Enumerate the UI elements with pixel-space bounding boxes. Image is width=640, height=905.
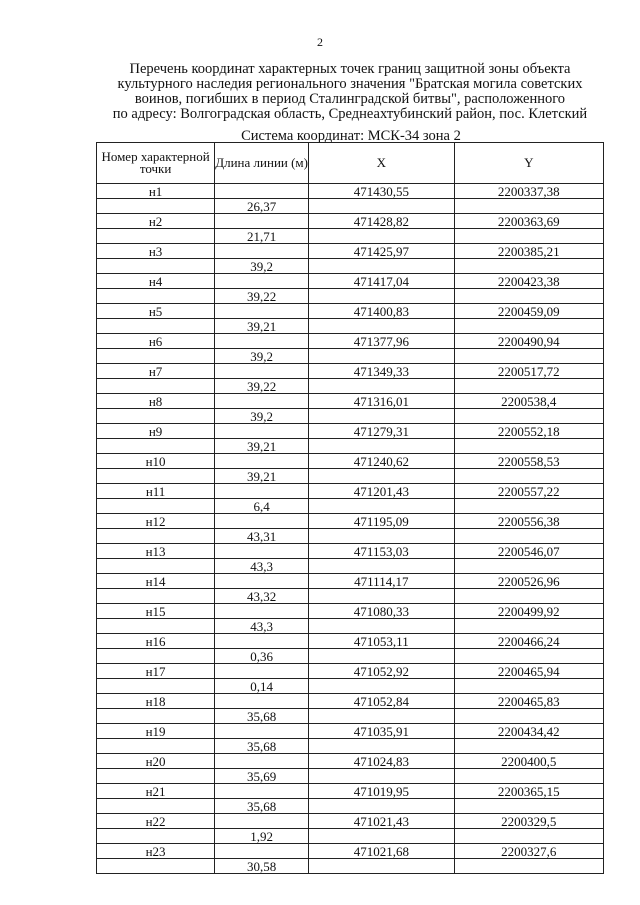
empty-cell [309, 829, 454, 844]
empty-cell [309, 559, 454, 574]
length-cell: 35,69 [215, 769, 309, 784]
empty-cell [454, 829, 603, 844]
empty-cell [97, 499, 215, 514]
point-row [97, 514, 604, 529]
y-cell: 2200434,42 [454, 724, 603, 739]
empty-cell [309, 619, 454, 634]
x-cell: 471417,04 [309, 274, 454, 289]
length-row [97, 229, 604, 244]
empty-cell [454, 409, 603, 424]
y-cell: 2200365,15 [454, 784, 603, 799]
x-cell: 471053,11 [309, 634, 454, 649]
length-cell: 39,2 [215, 259, 309, 274]
empty-cell [97, 229, 215, 244]
empty-cell [454, 739, 603, 754]
y-cell: 2200385,21 [454, 244, 603, 259]
point-id-cell: н22 [97, 814, 215, 829]
length-spacer-cell [215, 184, 309, 199]
length-cell: 39,21 [215, 439, 309, 454]
length-spacer-cell [215, 484, 309, 499]
point-id-cell: н1 [97, 184, 215, 199]
empty-cell [97, 709, 215, 724]
x-cell: 471279,31 [309, 424, 454, 439]
y-cell: 2200466,24 [454, 634, 603, 649]
length-row [97, 589, 604, 604]
y-cell: 2200465,83 [454, 694, 603, 709]
empty-cell [309, 199, 454, 214]
empty-cell [97, 679, 215, 694]
x-cell: 471052,92 [309, 664, 454, 679]
point-row [97, 484, 604, 499]
point-row [97, 604, 604, 619]
point-id-cell: н7 [97, 364, 215, 379]
length-spacer-cell [215, 754, 309, 769]
empty-cell [309, 439, 454, 454]
empty-cell [454, 349, 603, 364]
y-cell: 2200423,38 [454, 274, 603, 289]
x-cell: 471153,03 [309, 544, 454, 559]
point-row [97, 694, 604, 709]
length-cell: 43,32 [215, 589, 309, 604]
point-row [97, 454, 604, 469]
empty-cell [309, 319, 454, 334]
x-cell: 471428,82 [309, 214, 454, 229]
length-cell: 39,22 [215, 289, 309, 304]
point-row [97, 634, 604, 649]
length-row [97, 469, 604, 484]
page-number: 2 [317, 35, 323, 49]
length-spacer-cell [215, 394, 309, 409]
x-cell: 471400,83 [309, 304, 454, 319]
empty-cell [309, 649, 454, 664]
length-row [97, 859, 604, 874]
point-id-cell: н6 [97, 334, 215, 349]
length-row [97, 199, 604, 214]
empty-cell [97, 199, 215, 214]
length-row [97, 259, 604, 274]
empty-cell [309, 739, 454, 754]
length-spacer-cell [215, 694, 309, 709]
empty-cell [97, 379, 215, 394]
empty-cell [309, 349, 454, 364]
empty-cell [454, 259, 603, 274]
y-cell: 2200557,22 [454, 484, 603, 499]
x-cell: 471430,55 [309, 184, 454, 199]
empty-cell [309, 709, 454, 724]
length-spacer-cell [215, 424, 309, 439]
empty-cell [97, 619, 215, 634]
length-cell: 39,22 [215, 379, 309, 394]
length-spacer-cell [215, 664, 309, 679]
length-cell: 39,21 [215, 469, 309, 484]
point-row [97, 574, 604, 589]
point-row [97, 274, 604, 289]
empty-cell [97, 439, 215, 454]
empty-cell [97, 559, 215, 574]
point-row [97, 724, 604, 739]
point-id-cell: н19 [97, 724, 215, 739]
length-cell: 0,14 [215, 679, 309, 694]
y-cell: 2200327,6 [454, 844, 603, 859]
point-id-cell: н5 [97, 304, 215, 319]
y-cell: 2200363,69 [454, 214, 603, 229]
x-cell: 471201,43 [309, 484, 454, 499]
empty-cell [97, 529, 215, 544]
point-row [97, 304, 604, 319]
length-spacer-cell [215, 784, 309, 799]
length-spacer-cell [215, 604, 309, 619]
length-spacer-cell [215, 244, 309, 259]
empty-cell [454, 379, 603, 394]
table-header-row [97, 143, 604, 184]
empty-cell [454, 619, 603, 634]
empty-cell [97, 829, 215, 844]
point-row [97, 424, 604, 439]
length-row [97, 499, 604, 514]
length-row [97, 409, 604, 424]
y-cell: 2200490,94 [454, 334, 603, 349]
empty-cell [454, 859, 603, 874]
length-row [97, 739, 604, 754]
x-cell: 471021,68 [309, 844, 454, 859]
point-row [97, 244, 604, 259]
length-row [97, 619, 604, 634]
point-id-cell: н15 [97, 604, 215, 619]
length-row [97, 709, 604, 724]
length-row [97, 679, 604, 694]
length-cell: 0,36 [215, 649, 309, 664]
length-row [97, 379, 604, 394]
length-cell: 35,68 [215, 799, 309, 814]
empty-cell [454, 799, 603, 814]
x-cell: 471195,09 [309, 514, 454, 529]
empty-cell [97, 349, 215, 364]
title-line: Перечень координат характерных точек границ защитной зоны объекта [129, 61, 571, 77]
empty-cell [309, 859, 454, 874]
y-cell: 2200499,92 [454, 604, 603, 619]
length-spacer-cell [215, 544, 309, 559]
empty-cell [454, 499, 603, 514]
empty-cell [454, 199, 603, 214]
empty-cell [97, 469, 215, 484]
point-row [97, 844, 604, 859]
point-row [97, 664, 604, 679]
y-cell: 2200558,53 [454, 454, 603, 469]
length-cell: 39,2 [215, 349, 309, 364]
point-id-cell: н10 [97, 454, 215, 469]
length-spacer-cell [215, 514, 309, 529]
point-id-cell: н14 [97, 574, 215, 589]
point-id-cell: н17 [97, 664, 215, 679]
empty-cell [97, 589, 215, 604]
length-spacer-cell [215, 844, 309, 859]
empty-cell [309, 589, 454, 604]
length-row [97, 799, 604, 814]
title-line: воинов, погибших в период Сталинградской битвы", расположенного [134, 91, 566, 107]
point-id-cell: н12 [97, 514, 215, 529]
length-cell: 39,2 [215, 409, 309, 424]
length-spacer-cell [215, 364, 309, 379]
empty-cell [454, 229, 603, 244]
y-cell: 2200400,5 [454, 754, 603, 769]
point-row [97, 394, 604, 409]
empty-cell [309, 229, 454, 244]
y-cell: 2200465,94 [454, 664, 603, 679]
y-cell: 2200337,38 [454, 184, 603, 199]
length-cell: 1,92 [215, 829, 309, 844]
y-cell: 2200526,96 [454, 574, 603, 589]
length-row [97, 829, 604, 844]
header-point: Номер характерной точки [97, 143, 215, 184]
y-cell: 2200552,18 [454, 424, 603, 439]
x-cell: 471316,01 [309, 394, 454, 409]
empty-cell [97, 259, 215, 274]
length-cell: 43,31 [215, 529, 309, 544]
y-cell: 2200546,07 [454, 544, 603, 559]
empty-cell [309, 289, 454, 304]
length-row [97, 559, 604, 574]
length-cell: 6,4 [215, 499, 309, 514]
empty-cell [454, 709, 603, 724]
empty-cell [454, 649, 603, 664]
x-cell: 471425,97 [309, 244, 454, 259]
point-id-cell: н13 [97, 544, 215, 559]
length-row [97, 319, 604, 334]
length-cell: 35,68 [215, 739, 309, 754]
empty-cell [309, 529, 454, 544]
x-cell: 471080,33 [309, 604, 454, 619]
point-id-cell: н21 [97, 784, 215, 799]
y-cell: 2200329,5 [454, 814, 603, 829]
point-row [97, 784, 604, 799]
empty-cell [454, 559, 603, 574]
empty-cell [309, 499, 454, 514]
length-row [97, 769, 604, 784]
x-cell: 471349,33 [309, 364, 454, 379]
empty-cell [309, 799, 454, 814]
point-id-cell: н9 [97, 424, 215, 439]
length-spacer-cell [215, 214, 309, 229]
empty-cell [97, 799, 215, 814]
empty-cell [97, 319, 215, 334]
empty-cell [97, 289, 215, 304]
empty-cell [454, 589, 603, 604]
x-cell: 471114,17 [309, 574, 454, 589]
empty-cell [454, 679, 603, 694]
length-spacer-cell [215, 274, 309, 289]
x-cell: 471377,96 [309, 334, 454, 349]
empty-cell [97, 769, 215, 784]
empty-cell [97, 409, 215, 424]
x-cell: 471021,43 [309, 814, 454, 829]
empty-cell [454, 289, 603, 304]
length-cell: 43,3 [215, 559, 309, 574]
point-row [97, 814, 604, 829]
length-cell: 35,68 [215, 709, 309, 724]
point-id-cell: н8 [97, 394, 215, 409]
empty-cell [97, 859, 215, 874]
title-line: культурного наследия регионального значения "Братская могила советских [117, 76, 583, 92]
empty-cell [309, 769, 454, 784]
length-cell: 30,58 [215, 859, 309, 874]
empty-cell [454, 439, 603, 454]
length-row [97, 439, 604, 454]
length-row [97, 529, 604, 544]
point-id-cell: н23 [97, 844, 215, 859]
y-cell: 2200517,72 [454, 364, 603, 379]
document-title [90, 62, 610, 122]
empty-cell [309, 259, 454, 274]
x-cell: 471240,62 [309, 454, 454, 469]
coordinate-system-caption: Система координат: МСК-34 зона 2 [241, 128, 461, 144]
empty-cell [454, 469, 603, 484]
length-spacer-cell [215, 574, 309, 589]
x-cell: 471019,95 [309, 784, 454, 799]
x-cell: 471052,84 [309, 694, 454, 709]
length-spacer-cell [215, 814, 309, 829]
empty-cell [454, 769, 603, 784]
point-id-cell: н18 [97, 694, 215, 709]
point-id-cell: н4 [97, 274, 215, 289]
length-spacer-cell [215, 334, 309, 349]
length-spacer-cell [215, 634, 309, 649]
y-cell: 2200459,09 [454, 304, 603, 319]
point-id-cell: н2 [97, 214, 215, 229]
point-row [97, 364, 604, 379]
empty-cell [309, 679, 454, 694]
length-cell: 39,21 [215, 319, 309, 334]
header-x: X [309, 143, 454, 184]
length-cell: 26,37 [215, 199, 309, 214]
length-row [97, 289, 604, 304]
empty-cell [454, 319, 603, 334]
empty-cell [309, 379, 454, 394]
point-id-cell: н20 [97, 754, 215, 769]
point-id-cell: н16 [97, 634, 215, 649]
length-cell: 43,3 [215, 619, 309, 634]
point-row [97, 334, 604, 349]
empty-cell [309, 469, 454, 484]
x-cell: 471035,91 [309, 724, 454, 739]
empty-cell [97, 649, 215, 664]
length-spacer-cell [215, 724, 309, 739]
title-line: по адресу: Волгоградская область, Среднеахтубинский район, пос. Клетский [112, 106, 588, 122]
empty-cell [97, 739, 215, 754]
y-cell: 2200538,4 [454, 394, 603, 409]
empty-cell [454, 529, 603, 544]
length-spacer-cell [215, 454, 309, 469]
point-row [97, 184, 604, 199]
y-cell: 2200556,38 [454, 514, 603, 529]
length-spacer-cell [215, 304, 309, 319]
point-id-cell: н3 [97, 244, 215, 259]
point-row [97, 544, 604, 559]
coordinates-table [96, 142, 604, 874]
point-id-cell: н11 [97, 484, 215, 499]
length-row [97, 349, 604, 364]
length-cell: 21,71 [215, 229, 309, 244]
header-length: Длина линии (м) [215, 143, 309, 184]
empty-cell [309, 409, 454, 424]
length-row [97, 649, 604, 664]
header-y: Y [454, 143, 603, 184]
point-row [97, 754, 604, 769]
point-row [97, 214, 604, 229]
x-cell: 471024,83 [309, 754, 454, 769]
